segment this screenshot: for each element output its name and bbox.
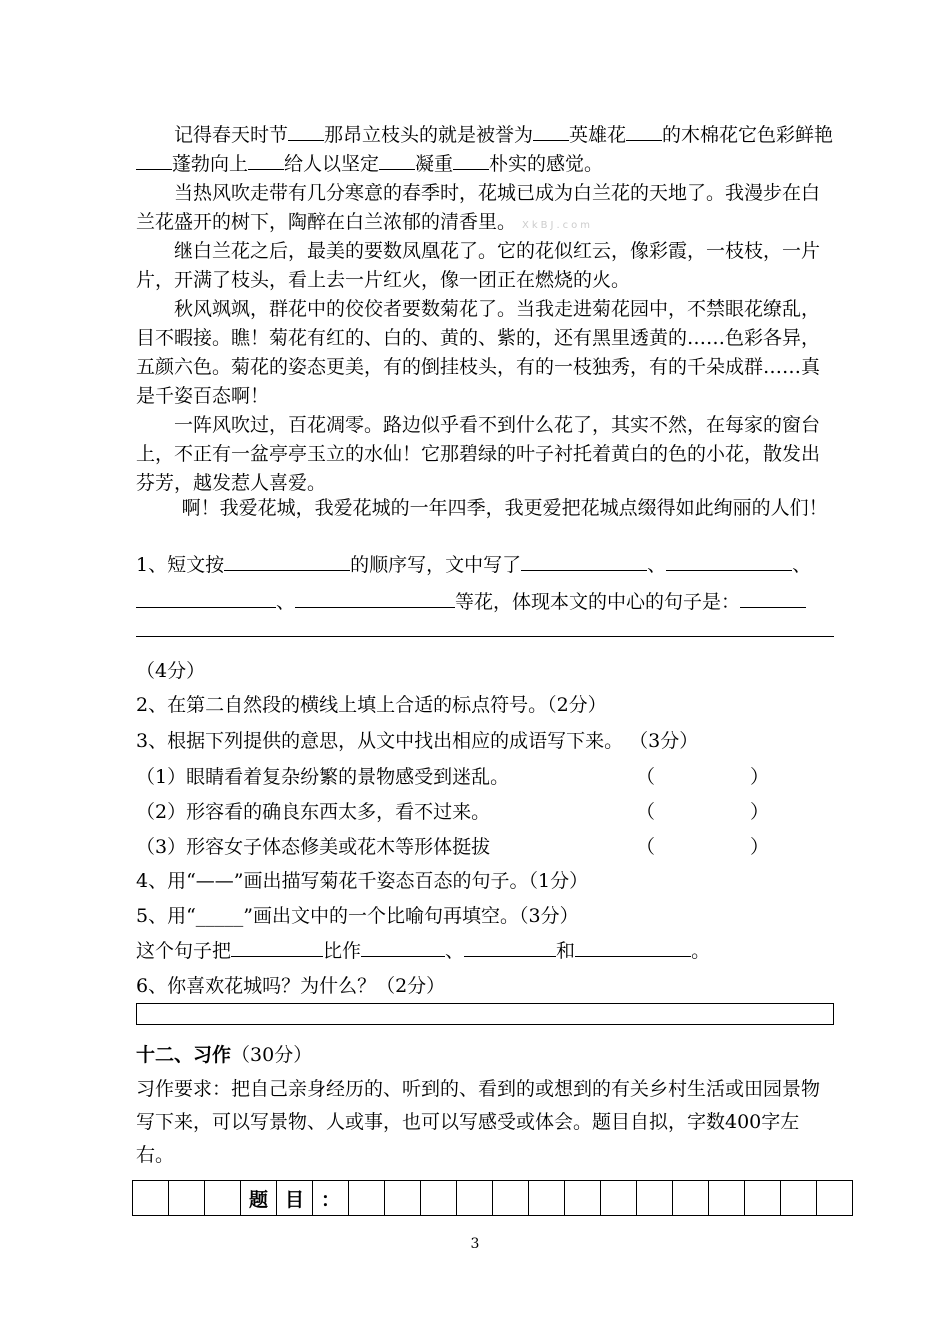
q1-text: 1、短文按: [136, 554, 225, 576]
answer-paren-close: ）: [750, 836, 770, 858]
separator: 、: [276, 591, 296, 613]
grid-row: [133, 1181, 853, 1216]
grid-cell[interactable]: [637, 1181, 673, 1216]
watermark: XkBJ.com: [522, 220, 594, 231]
p1-text: 记得春天时节: [174, 124, 289, 146]
blank[interactable]: [295, 589, 455, 608]
question-6: 6、你喜欢花城吗？为什么？（2分）: [136, 975, 446, 997]
blank[interactable]: [248, 151, 284, 170]
grid-cell[interactable]: [421, 1181, 457, 1216]
q5-text: 。: [691, 940, 711, 962]
question-3-item-3: （3）形容女子体态修美或花木等形体挺拔: [136, 836, 491, 858]
question-1-score: （4分）: [136, 660, 206, 682]
blank[interactable]: [379, 151, 415, 170]
grid-cell[interactable]: [673, 1181, 709, 1216]
question-3-item-2: （2）形容看的确良东西太多，看不过来。: [136, 801, 491, 823]
question-6-answer-box[interactable]: [136, 1003, 834, 1025]
grid-cell-title-char: 题: [241, 1181, 277, 1216]
blank[interactable]: [136, 589, 276, 608]
composition-heading: [136, 1040, 312, 1067]
question-5: 5、用“_____”画出文中的一个比喻句再填空。（3分）: [136, 905, 579, 927]
grid-cell[interactable]: [745, 1181, 781, 1216]
blank[interactable]: [521, 552, 647, 571]
question-1-line-2: [136, 587, 806, 614]
composition-score: （30分）: [231, 1044, 313, 1066]
question-1-line-1: [136, 550, 811, 577]
question-5-fill-line: [136, 936, 710, 963]
p1-text: 凝重: [415, 153, 454, 175]
answer-paren-open: （: [636, 766, 656, 788]
grid-cell[interactable]: [709, 1181, 745, 1216]
blank[interactable]: [453, 151, 489, 170]
p1-text: 的木棉花它色彩鲜艳: [662, 124, 834, 146]
passage-paragraph-4: 秋风飒飒，群花中的佼佼者要数菊花了。当我走进菊花园中，不禁眼花缭乱，目不暇接。瞧！菊花有红的、白的、黄的、紫的，还有黑里透黄的……色彩各异，五颜六色。菊花的姿态更美，有的倒挂枝头，有的一枝独秀，有的千朵成群……真是千姿百态啊！: [136, 298, 821, 407]
blank[interactable]: [533, 122, 569, 141]
blank[interactable]: [666, 552, 792, 571]
passage-paragraph-3: 继白兰花之后，最美的要数凤凰花了。它的花似红云，像彩霞，一枝枝，一片片，开满了枝头，看上去一片红火，像一团正在燃烧的火。: [136, 240, 821, 291]
page-number: 3: [470, 1236, 480, 1252]
p1-text: 蓬勃向上: [172, 153, 249, 175]
separator: 、: [647, 554, 667, 576]
passage-paragraph-2: [136, 179, 836, 240]
answer-paren-open: （: [636, 836, 656, 858]
blank[interactable]: [224, 552, 350, 571]
answer-paren-close: ）: [750, 766, 770, 788]
blank[interactable]: [626, 122, 662, 141]
separator: 、: [792, 554, 812, 576]
answer-paren-open: （: [636, 801, 656, 823]
blank[interactable]: [231, 938, 323, 957]
question-4: 4、用“——”画出描写菊花千姿态百态的句子。（1分）: [136, 870, 589, 892]
writing-grid[interactable]: [132, 1180, 853, 1216]
grid-cell-title-char: ：: [313, 1181, 349, 1216]
p1-text: 给人以坚定: [284, 153, 380, 175]
grid-cell-title-char: 目: [277, 1181, 313, 1216]
passage-paragraph-5: 一阵风吹过，百花凋零。路边似乎看不到什么花了，其实不然，在每家的窗台上，不正有一盆亭亭玉立的水仙！它那碧绿的叶子衬托着黄白的色的小花，散发出芬芳，越发惹人喜爱。: [136, 414, 821, 494]
q1-text: 等花，体现本文的中心的句子是：: [455, 591, 741, 613]
p2-text: 当热风吹走带有几分寒意的春季时，花城已成为白兰花的天地了。我漫步在白兰花盛开的树下，陶醉在白兰浓郁的清香里。: [136, 182, 821, 233]
passage-paragraph-6: 啊！我爱花城，我爱花城的一年四季，我更爱把花城点缀得如此绚丽的人们！: [181, 497, 828, 519]
composition-requirement: 习作要求：把自己亲身经历的、听到的、看到的或想到的有关乡村生活或田园景物写下来，可以写景物、人或事，也可以写感受或体会。题目自拟，字数400字左右。: [136, 1078, 821, 1166]
question-2: 2、在第二自然段的横线上填上合适的标点符号。（2分）: [136, 694, 607, 716]
p1-text: 朴实的感觉。: [489, 153, 604, 175]
p1-text: 那昂立枝头的就是被誉为: [324, 124, 534, 146]
passage-paragraph-1: [136, 121, 836, 179]
grid-cell[interactable]: [565, 1181, 601, 1216]
blank[interactable]: [361, 938, 445, 957]
grid-cell[interactable]: [457, 1181, 493, 1216]
grid-cell[interactable]: [169, 1181, 205, 1216]
blank[interactable]: [288, 122, 324, 141]
grid-cell[interactable]: [601, 1181, 637, 1216]
grid-cell[interactable]: [349, 1181, 385, 1216]
grid-cell[interactable]: [817, 1181, 853, 1216]
grid-cell[interactable]: [133, 1181, 169, 1216]
blank[interactable]: [464, 938, 556, 957]
p1-text: 英雄花: [569, 124, 627, 146]
grid-cell[interactable]: [385, 1181, 421, 1216]
q5-text: 和: [556, 940, 576, 962]
answer-paren-close: ）: [750, 801, 770, 823]
q5-text: 、: [445, 940, 465, 962]
blank[interactable]: [136, 151, 172, 170]
q5-text: 这个句子把: [136, 940, 232, 962]
grid-cell[interactable]: [781, 1181, 817, 1216]
blank[interactable]: [575, 938, 691, 957]
grid-cell[interactable]: [205, 1181, 241, 1216]
answer-line[interactable]: [136, 636, 834, 637]
grid-cell[interactable]: [529, 1181, 565, 1216]
q1-text: 的顺序写，文中写了: [350, 554, 522, 576]
q5-text: 比作: [323, 940, 362, 962]
question-3-item-1: （1）眼睛看着复杂纷繁的景物感受到迷乱。: [136, 766, 510, 788]
blank[interactable]: [740, 589, 806, 608]
grid-cell[interactable]: [493, 1181, 529, 1216]
composition-title: 十二、习作: [136, 1044, 232, 1066]
question-3: 3、根据下列提供的意思，从文中找出相应的成语写下来。 （3分）: [136, 730, 699, 752]
